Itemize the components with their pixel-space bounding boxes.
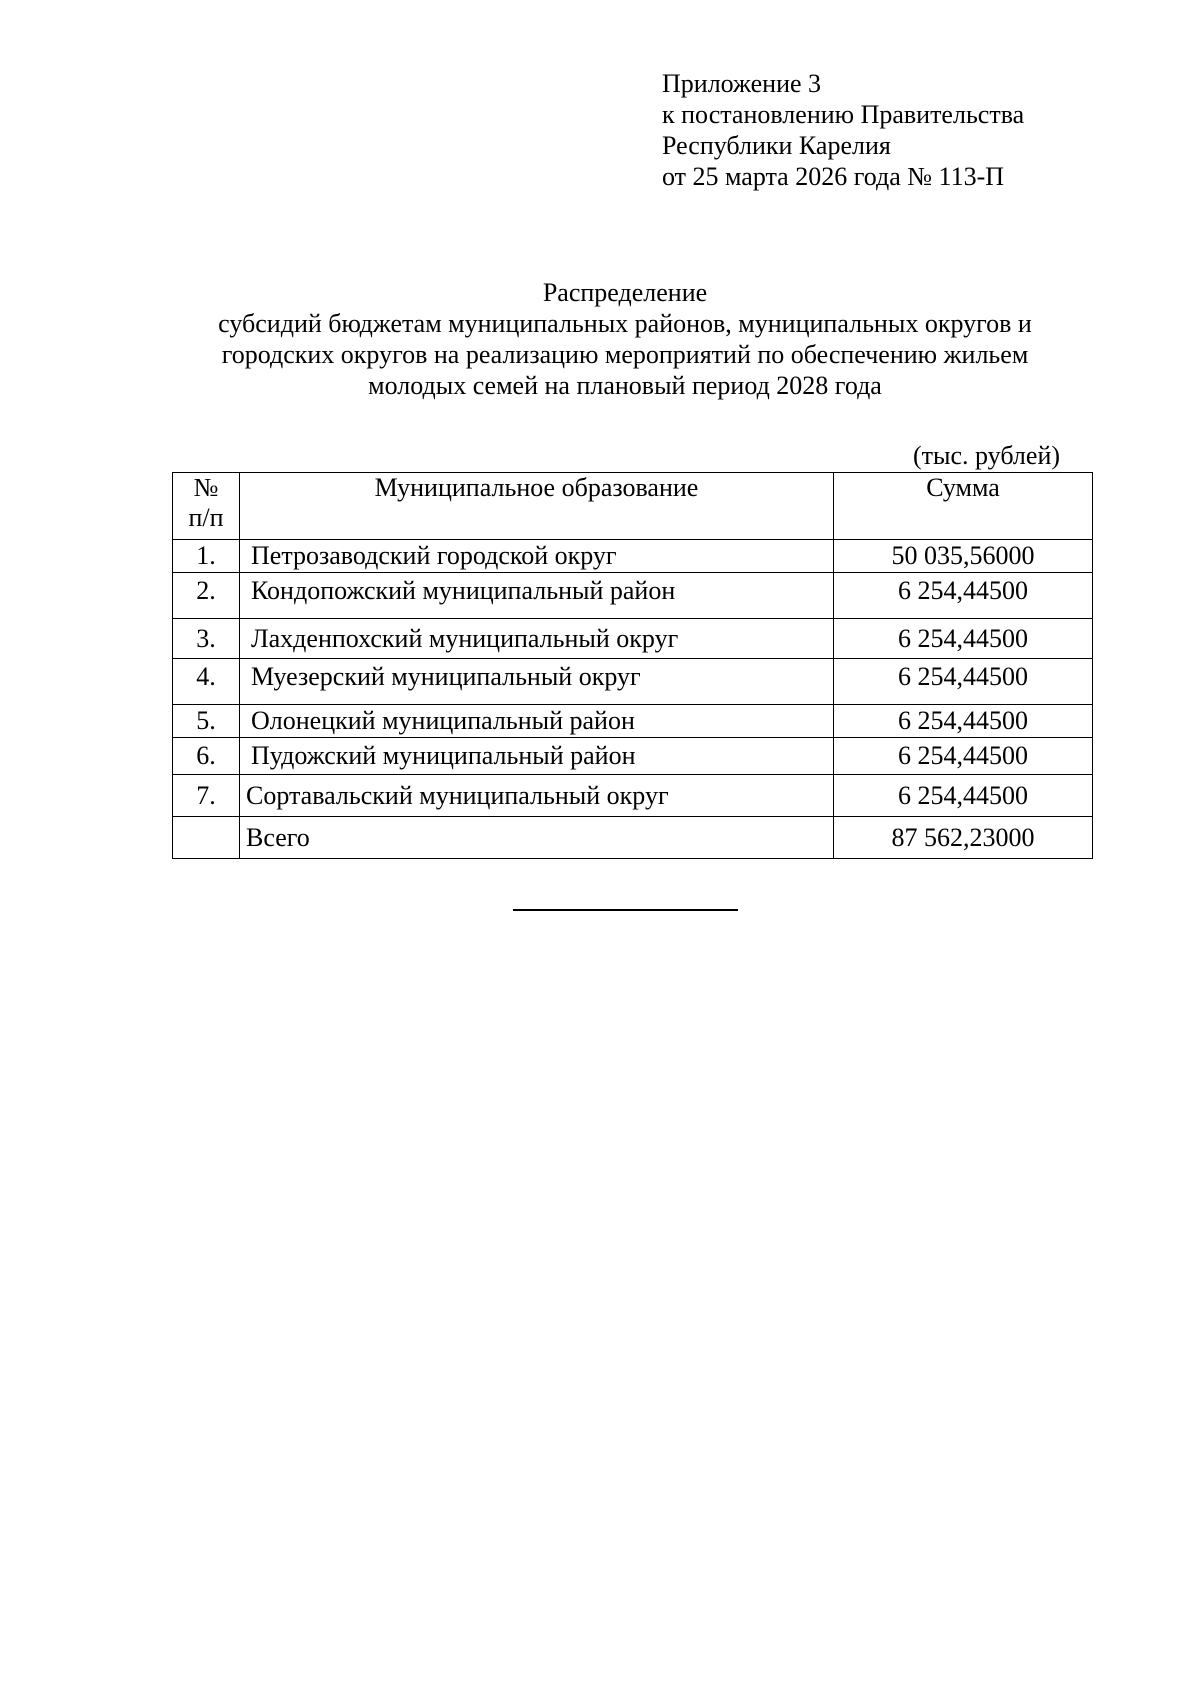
table-header-row — [173, 473, 1093, 540]
row-number: 3. — [173, 619, 240, 659]
row-number: 7. — [173, 775, 240, 817]
total-number — [173, 817, 240, 859]
appendix-line: Приложение 3 — [662, 69, 822, 98]
row-municipality: Лахденпохский муниципальный округ — [240, 619, 834, 659]
row-number: 5. — [173, 705, 240, 738]
row-municipality: Кондопожский муниципальный район — [240, 573, 834, 619]
title-line: субсидий бюджетам муниципальных районов, муниципальных округов и — [218, 309, 1032, 338]
row-number: 6. — [173, 738, 240, 775]
appendix-line: от 25 марта 2026 года № 113-П — [662, 162, 1005, 191]
appendix-line: Республики Карелия — [662, 131, 891, 160]
row-sum: 6 254,44500 — [834, 573, 1093, 619]
row-sum: 6 254,44500 — [834, 738, 1093, 775]
row-municipality: Муезерский муниципальный округ — [240, 659, 834, 705]
distribution-table — [172, 472, 1093, 859]
title-line: городских округов на реализацию мероприятий по обеспечению жильем — [221, 340, 1029, 369]
table-row — [173, 659, 1093, 705]
row-sum: 6 254,44500 — [834, 775, 1093, 817]
table-total-row — [173, 817, 1093, 859]
row-number: 2. — [173, 573, 240, 619]
row-sum: 6 254,44500 — [834, 619, 1093, 659]
table-row — [173, 738, 1093, 775]
header-number — [173, 473, 240, 540]
total-sum: 87 562,23000 — [834, 817, 1093, 859]
row-sum: 6 254,44500 — [834, 705, 1093, 738]
total-label: Всего — [240, 817, 834, 859]
table-row — [173, 705, 1093, 738]
table-row — [173, 775, 1093, 817]
header-number-line1: № — [193, 473, 219, 502]
appendix-reference — [662, 68, 1024, 192]
table-row — [173, 540, 1093, 573]
row-municipality: Петрозаводский городской округ — [240, 540, 834, 573]
table-row — [173, 573, 1093, 619]
closing-divider — [513, 909, 738, 911]
header-municipality: Муниципальное образование — [240, 473, 834, 540]
units-note: (тыс. рублей) — [913, 441, 1061, 470]
title-line: Распределение — [542, 278, 708, 307]
document-title — [150, 277, 1100, 401]
table-row — [173, 619, 1093, 659]
header-number-line2: п/п — [188, 503, 224, 532]
title-line: молодых семей на плановый период 2028 года — [368, 371, 882, 400]
row-municipality: Пудожский муниципальный район — [240, 738, 834, 775]
appendix-line: к постановлению Правительства — [662, 100, 1025, 129]
row-number: 1. — [173, 540, 240, 573]
row-number: 4. — [173, 659, 240, 705]
header-sum: Сумма — [834, 473, 1093, 540]
row-sum: 6 254,44500 — [834, 659, 1093, 705]
row-sum: 50 035,56000 — [834, 540, 1093, 573]
row-municipality: Олонецкий муниципальный район — [240, 705, 834, 738]
row-municipality: Сортавальский муниципальный округ — [240, 775, 834, 817]
